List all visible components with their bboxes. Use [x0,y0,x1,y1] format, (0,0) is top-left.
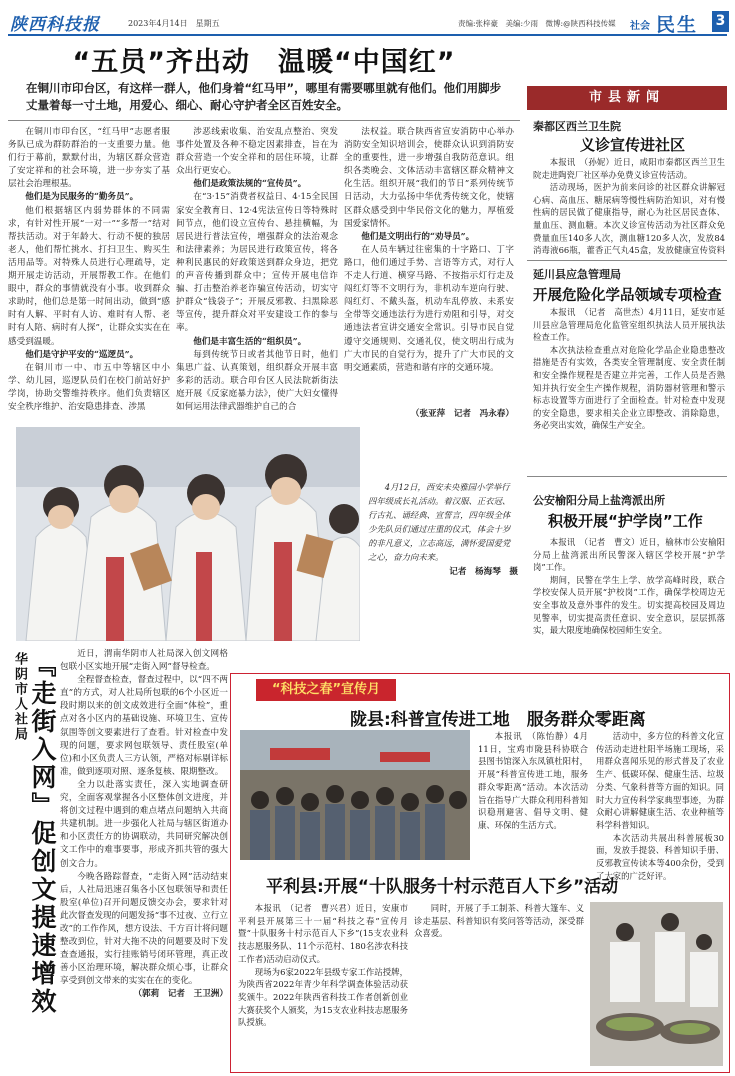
science-article-1-title: 陇县:科普宣传进工地 服务群众零距离 [350,710,646,730]
lead-column-2 [176,126,338,422]
science-article-1-column-2 [596,730,724,890]
issue-date: 2023年4月14日 星期五 [128,19,220,28]
photo-caption: 4月12日，西安未央雅园小学举行四年级成长礼活动。着汉服、正衣冠、行古礼、诵经典、宣誓言，四年级全体少先队员们通过庄重的仪式，体会十岁的非凡意义，立志高远，满怀爱国爱党之心，奋力向未来。 [368,482,511,562]
article-3-title: 积极开展“护学岗”工作 [548,512,703,530]
left-article-body [60,648,228,1070]
article-1-body [533,156,725,258]
crowd-photo [240,730,470,860]
article-1-title: 义诊宣传进社区 [580,136,686,154]
city-county-news-banner: 市县新闻 [527,86,727,110]
paragraph: 全程督查检查，督查过程中，以“四不两直”的方式，对人社局所包联的6个小区近一段时期以来的创文成效进行全面“体检”，重点对各小区内的基础设施、环境卫生、宣传氛围等创文要素进行了查看。针对检查中发现的问题，要求网包联领导、责任股室(单位)和小区负责人三方认领，严格对标剔详标准，做到逐项对照、逐条复核、限期整改。 [60,675,228,777]
paragraph: 活动中，多方位的科普文化宣传活动走进杜阳半场施工现场，采用群众喜闻乐见的形式普及了农业生产、低碳环保、健康生活、垃圾分类、气象科普等方面的知识。同时大力宣传科学家典型事迹，为群众耐心讲解健康生活、农业种植等科学科普知识。 [596,731,724,830]
editor-credits: 责编:张梓豪 美编:少雨 微博:@陕西科技传媒 [458,19,616,28]
left-article-org: 华阴市人社局 [12,652,27,742]
article-2-kicker: 延川县应急管理局 [533,268,621,281]
paragraph: 每到传统节日或者其他节日时，他们集思广益、认真策划，组织群众开展丰富多彩的活动。联合印台区人民法院新街法庭开展《反家庭暴力法》，使广大妇女懂得如何运用法律武器维护自己的合 [176,349,338,412]
section-label: 社会 [630,21,650,32]
left-article-byline: （郭莉 记者 王卫洲） [133,989,228,1000]
lead-column-1 [8,126,170,422]
subheading: 他们是守护平安的“巡逻员”。 [25,349,139,360]
paragraph: 本报讯 （孙妮）近日，咸阳市秦都区西兰卫生院走进陶瓷厂社区举办免费义诊宣传活动。 [533,157,725,180]
article-3-body [533,536,725,666]
paragraph: 现场为6家2022年县级专家工作站授牌，为陕西省2022年青少年科学调查体验活动获奖颁牛。2022年陕西省科技工作者创新创业大赛获奖个人颁奖，为15支农业科技志愿服务队授旗。 [238,966,408,1028]
subheading: 他们是文明出行的“劝导员”。 [361,231,475,242]
crowd-photo-illustration [240,730,470,860]
lead-subhead: 在铜川市印台区，有这样一群人，他们身着“红马甲”，哪里有需要哪里就有他们。他们用脚步丈量着每一寸土地，用爱心、细心、耐心守护者全区百姓安全。 [26,81,502,112]
lead-headline: “五员”齐出动 温暖“中国红” [72,47,456,78]
paragraph: 本报讯 （记者 曹兴君）近日，安康市平利县开展第三十一届“科技之春”宣传月暨“十队服务十村示范百人下乡”(15支农业科技志愿服务队、11个示范村、180名涉农科技工作者)活动启动仪式。 [238,903,408,964]
masthead [8,8,727,36]
paragraph: 近日，渭南华阴市人社局深入创文网格包联小区实地开展“走街入网”督导检查。 [60,649,228,673]
paragraph: 涉恶线索收集、治安乱点整治、突发事件处置及各种不稳定因素排查，旨在为群众营造一个安全祥和的居住环境，让群众出行更安心。 [176,127,338,177]
paragraph: 期间，民警在学生上学、放学高峰时段，联合学校安保人员开展“护校岗”工作，确保学校周边无安全事故及意外事件的发生。切实提高校园及周边见警率，切实提高责任意识、安全意识，层层抓落实，最大限度地确保校园师生安全。 [533,574,725,636]
ceremony-photo [16,427,360,641]
science-article-2-column-2 [414,902,584,1070]
lead-byline: （张亚萍 记者 冯永春） [410,409,514,419]
tea-making-photo [590,902,723,1066]
paragraph: 他们根据辖区内弱势群体的不同需求，有针对性开展“一对一”“多帮一”结对帮扶活动。对于年龄大、行动不便的独居老人，他们帮忙挑水、打扫卫生、购买生活用品等。对特殊人员进行心理疏导，定期开展走访活动，开展帮教工作。在他们眼中，群众的事情就没有小事。收到群众求助时，他们总是第一时间出动，做到“感时有人解、平时有人访、难时有人帮、老时有人陪、病时有人探”，让群众实实在在感受到温暖。 [8,205,170,347]
article-1-kicker: 秦都区西兰卫生院 [533,120,621,133]
paragraph: 本次活动共展出科普展板30面，发放手提袋、科普知识手册、反邪教宣传读本等400余份，受到了大家的广泛好评。 [596,832,724,881]
paragraph: 本报讯 （记者 高世杰）4月11日，延安市延川县应急管理局危化监管室组织执法人员开展执法检查工作。 [533,307,725,343]
ceremony-photo-illustration [16,427,360,641]
paragraph: 在“3·15”消费者权益日、4·15全民国家安全教育日、12·4宪法宣传日等特殊时间节点，他们设立宣传台、悬挂横幅，为居民进行普法宣传，增强群众的法治观念和法律素养；为居民进行政策宣传，将各种利民惠民的好政策送到群众身边，把党的声音传播到群众中；宣传开展电信诈骗、打击整治养老诈骗宣传活动，切实守护群众“钱袋子”；开展反邪教、扫黑除恶等宣传，提升群众对平安建设工作的参与率。 [176,192,338,334]
article-divider [527,476,727,477]
paragraph: 全力以赴落实责任，深入实地调查研究，全面客观掌握各小区整体创文进度，并将创文过程中遇到的难点堵点问题纳入共商共建机制。进一步强化人社局与辖区街道办和小区责任方的协调联动，共同研究解决创文工作中的难事要事，形成齐抓共管的强大创文合力。 [60,779,228,869]
newspaper-logo: 陕西科技报 [10,15,100,35]
subheading: 他们是为民服务的“勤务员”。 [25,192,139,203]
subheading: 他们是政策法规的“宣传员”。 [193,179,307,190]
paragraph: 本报讯 （陈怡静）4月11日，宝鸡市陇县科协联合县图书馆深入东凤镇杜阳村，开展“科普宣传进工地，服务群众零距离”活动。本次活动旨在指导广大群众利用科普知识稳刑避害、倡导文明、健康、环保的生活方式。 [478,731,588,830]
paragraph: 在人员车辆过往密集的十字路口、丁字路口，他们通过手势、言语等方式，对行人不走人行道、横穿马路、不按指示灯行走及闯红灯等不文明行为，非机动车逆向行驶、闯红灯、不戴头盔，机动车乱停放、未系安全带等交通违法行为进行劝阻和引导，对交通违法者宣讲交通安全常识。引导市民自觉遵守交通规则、交通礼仪，使文明出行成为广大市民的自觉行为，提升了广大市民的文明交通素质，营造和谐有序的交通环境。 [344,244,514,373]
left-article-title: 『走街入网』促创文提速增效 [28,652,57,1016]
article-divider [527,260,727,261]
article-3-kicker: 公安榆阳分局上盐湾派出所 [533,494,665,507]
article-2-title: 开展危险化学品领域专项检查 [533,288,722,304]
paragraph: 活动现场，医护为前来问诊的社区群众讲解冠心病、高血压、糖尿病等慢性病防治知识，对有慢性病的居民做了健康指导，耐心为社区居民查体、量血压、测血糖。本次义诊宣传活动为社区群众免费量血压140多人次，测血糖120多人次，发放84消毒液66瓶，藿香正气丸45盒，发放健康宣传资料 [533,182,725,256]
photo-credit: 记者 杨海琴 摄 [449,567,518,577]
paragraph: 同时，开展了手工制茶、科普大篷车、义诊走基层、科普知识有奖问答等活动，深受群众喜爱。 [414,903,584,939]
paragraph: 本报讯 （记者 曹文）近日，榆林市公安榆阳分局上盐湾派出所民警深入辖区学校开展“护学岗”工作。 [533,537,725,573]
section-title: 民生 [656,14,699,36]
paragraph: 本次执法检查重点对危险化学品企业隐患整改措施是否有实效，各类安全管理制度、安全责任制和安全操作规程是否建立并完善，工作人员是否熟知并执行安全生产操作规程，消防器材管理和警示标志设置等方面进行了全面检查。针对检查中发现的安全隐患，要求相关企业立即整改、消除隐患，务必突出实效，确保生产安全。 [533,344,725,431]
tea-making-photo-illustration [590,902,723,1066]
science-article-2-column-1 [238,902,408,1070]
subheading: 他们是丰富生活的“组织员”。 [193,336,307,347]
left-article-title-block [8,648,56,1048]
science-month-tag: “科技之春”宣传月 [256,679,396,701]
paragraph: 今晚各路踪督查，“走街入网”活动结束后，人社局迅速召集各小区包联领导和责任股室(单位)召开问题反馈交办会，要求针对此次督查发现的问题发扬“事不过夜、立行立改”的工作作风，想方设法、千方百计将问题整改到位，针对大拖不决的问题要及时下发查查通报，实行挂账销号闭环管理，真正改善小区治理环境，解决群众烦心事，让群众享受到创文带来的实实在在的变化。 [60,871,228,987]
paragraph: 在铜川市一中、市五中等辖区中小学、幼儿园，巡逻队员们在校门前站好护学岗，协助交警维持秩序。他们负责辖区安全秩序维护、治安隐患排查、涉黑 [8,362,170,412]
science-article-2-title: 平利县:开展“十队服务十村示范百人下乡”活动 [266,877,619,897]
science-article-1-column-1 [478,730,588,885]
paragraph: 在铜川市印台区，“红马甲”志愿者服务队已成为群防群治的一支重要力量。他们行于幕前，默默付出，为辖区群众营造了安定祥和的社会环境，进一步夯实了基层社会治理根基。 [8,127,170,190]
page-number: 3 [712,11,729,32]
paragraph: 法权益。联合陕西省宣安消防中心举办消防安全知识培训会，使群众认识到消防安全的重要性，进一步增强自我防范意识。组织各类晚会、文体活动丰富辖区群众精神文化生活。组织开展“我们的节日”系列传统节日活动，大力弘扬中华优秀传统文化，使辖区群众感受到中华民俗文化的魅力，厚植爱国爱家情怀。 [344,127,514,229]
lead-divider [8,120,520,121]
article-2-body [533,306,725,472]
lead-column-3 [344,126,514,408]
